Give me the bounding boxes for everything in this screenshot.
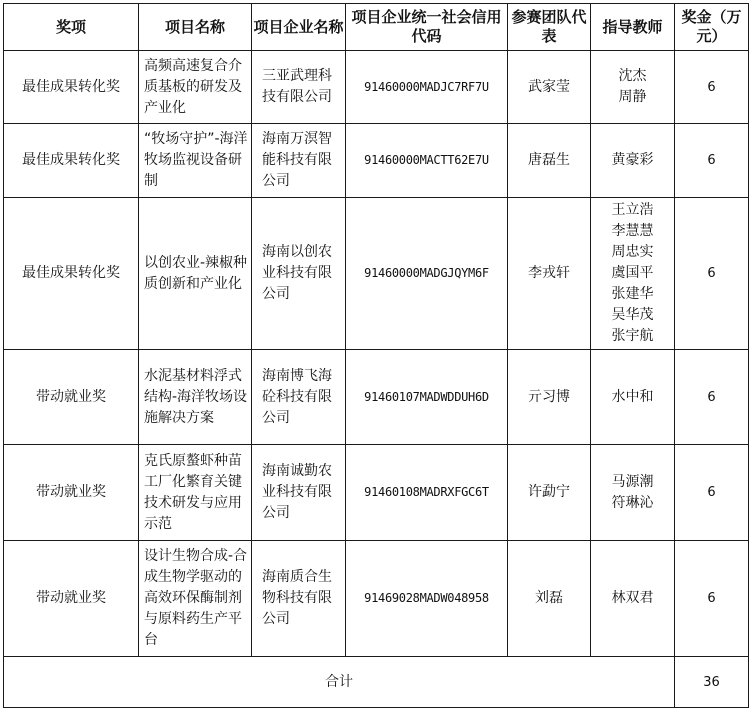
teacher-cell [591, 51, 675, 124]
company-cell: 海南质合生物科技有限公司 [252, 541, 346, 657]
total-amount: 36 [675, 657, 749, 708]
teacher-name: 黄豪彩 [611, 152, 654, 168]
credit-code-cell: 91460107MADWDDUH6D [346, 350, 508, 445]
teacher-name: 吴华茂 [611, 307, 654, 323]
table-row [4, 198, 749, 350]
teacher-name: 张建华 [611, 286, 654, 302]
header-teacher: 指导教师 [591, 4, 675, 51]
award-table [3, 3, 749, 708]
amount-cell: 6 [675, 541, 749, 657]
table-row [4, 541, 749, 657]
table-row [4, 124, 749, 198]
award-cell: 最佳成果转化奖 [4, 124, 139, 198]
team-rep-cell: 许勐宁 [508, 445, 591, 541]
project-name-cell: 水泥基材料浮式结构-海洋牧场设施解决方案 [139, 350, 252, 445]
header-amount: 奖金（万元） [675, 4, 749, 51]
teacher-name: 虞国平 [611, 265, 654, 281]
header-row [4, 4, 749, 51]
team-rep-cell: 武家莹 [508, 51, 591, 124]
teacher-name: 沈杰 [618, 68, 647, 84]
award-cell: 带动就业奖 [4, 350, 139, 445]
teacher-name: 李慧慧 [611, 223, 654, 239]
project-name-cell: 高频高速复合介质基板的研发及产业化 [139, 51, 252, 124]
teacher-cell [591, 198, 675, 350]
header-rep: 参赛团队代表 [508, 4, 591, 51]
company-cell: 海南万溟智能科技有限公司 [252, 124, 346, 198]
teacher-name: 马源潮 [611, 473, 654, 490]
award-cell: 最佳成果转化奖 [4, 51, 139, 124]
credit-code-cell: 91460108MADRXFGC6T [346, 445, 508, 541]
teacher-name: 林双君 [611, 590, 654, 606]
company-cell: 海南诚勤农业科技有限公司 [252, 445, 346, 541]
project-name-cell: 克氏原螯虾种苗工厂化繁育关键技术研发与应用示范 [139, 445, 252, 541]
company-cell: 海南以创农业科技有限公司 [252, 198, 346, 350]
credit-code-cell: 91460000MADGJQYM6F [346, 198, 508, 350]
award-cell: 最佳成果转化奖 [4, 198, 139, 350]
table-row [4, 51, 749, 124]
project-name-cell: 以创农业-辣椒种质创新和产业化 [139, 198, 252, 350]
award-cell: 带动就业奖 [4, 541, 139, 657]
team-rep-cell: 唐磊生 [508, 124, 591, 198]
amount-cell: 6 [675, 350, 749, 445]
teacher-name: 符琳沁 [611, 494, 654, 511]
amount-cell: 6 [675, 124, 749, 198]
project-name-cell: 设计生物合成-合成生物学驱动的高效环保酶制剂与原料药生产平台 [139, 541, 252, 657]
amount-cell: 6 [675, 198, 749, 350]
project-name-cell: “牧场守护”-海洋牧场监视设备研制 [139, 124, 252, 198]
teacher-name: 张宇航 [611, 328, 654, 344]
teacher-name: 王立浩 [611, 202, 654, 218]
header-company: 项目企业名称 [252, 4, 346, 51]
credit-code-cell: 91460000MADJC7RF7U [346, 51, 508, 124]
award-cell: 带动就业奖 [4, 445, 139, 541]
header-code: 项目企业统一社会信用代码 [346, 4, 508, 51]
teacher-cell [591, 541, 675, 657]
team-rep-cell: 李戎轩 [508, 198, 591, 350]
amount-cell: 6 [675, 51, 749, 124]
credit-code-cell: 91460000MACTT62E7U [346, 124, 508, 198]
amount-cell: 6 [675, 445, 749, 541]
teacher-cell [591, 445, 675, 541]
teacher-cell [591, 350, 675, 445]
teacher-name: 周静 [618, 89, 647, 105]
teacher-name: 周忠实 [611, 244, 654, 260]
team-rep-cell: 刘磊 [508, 541, 591, 657]
table-row [4, 350, 749, 445]
team-rep-cell: 亓习博 [508, 350, 591, 445]
credit-code-cell: 91469028MADW048958 [346, 541, 508, 657]
header-award: 奖项 [4, 4, 139, 51]
table-row [4, 445, 749, 541]
total-label: 合计 [4, 657, 675, 708]
company-cell: 海南博飞海砼科技有限公司 [252, 350, 346, 445]
total-row [4, 657, 749, 708]
header-project: 项目名称 [139, 4, 252, 51]
company-cell: 三亚武理科技有限公司 [252, 51, 346, 124]
teacher-cell [591, 124, 675, 198]
teacher-name: 水中和 [611, 388, 654, 405]
